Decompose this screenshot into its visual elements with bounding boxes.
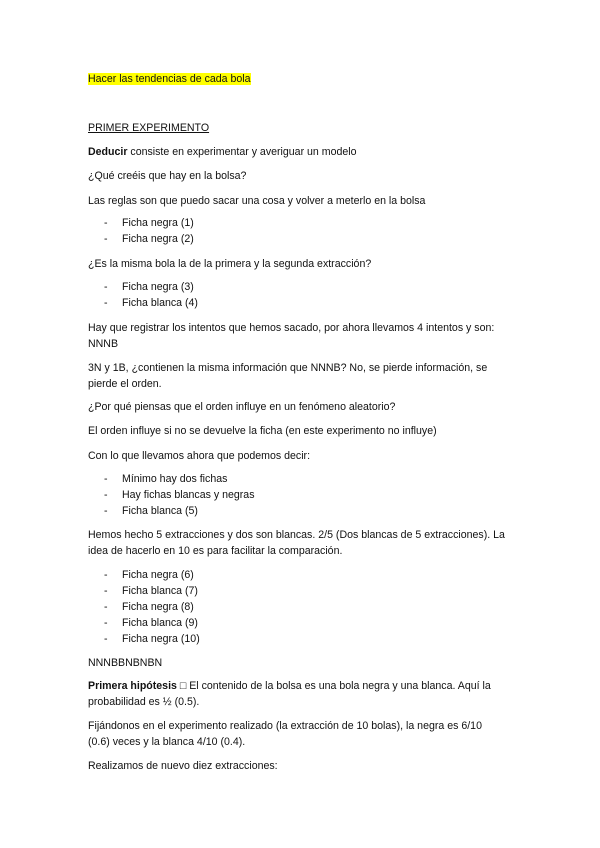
- list-item: - Hay fichas blancas y negras: [104, 489, 255, 501]
- list-item: - Ficha negra (10): [104, 633, 200, 645]
- section-heading: PRIMER EXPERIMENTO: [88, 122, 210, 134]
- dash-bullet: -: [104, 233, 108, 245]
- section-heading-line: [88, 120, 516, 136]
- list-item: - Ficha blanca (7): [104, 585, 198, 597]
- deducir-term: Deducir: [88, 146, 128, 158]
- again-paragraph: Realizamos de nuevo diez extracciones:: [88, 760, 278, 772]
- order-paragraph: El orden influye si no se devuelve la ficha (en este experimento no influye): [88, 425, 437, 437]
- record-paragraph: Hay que registrar los intentos que hemos sacado, por ahora llevamos 4 intentos y son: NNNB: [88, 322, 495, 350]
- list-item: - Mínimo hay dos fichas: [104, 473, 228, 485]
- list-item: - Ficha negra (2): [104, 233, 194, 245]
- question-order: ¿Por qué piensas que el orden influye en un fenómeno aleatorio?: [88, 401, 396, 413]
- question-same-ball: ¿Es la misma bola la de la primera y la segunda extracción?: [88, 258, 372, 270]
- highlighted-title: Hacer las tendencias de cada bola: [88, 73, 251, 85]
- dash-bullet: -: [104, 505, 108, 517]
- list-draws-6-10: [88, 567, 516, 647]
- list-item: - Ficha blanca (5): [104, 505, 198, 517]
- arrow-glyph: □: [179, 680, 187, 692]
- dash-bullet: -: [104, 585, 108, 597]
- list-item: - Ficha blanca (4): [104, 297, 198, 309]
- dash-bullet: -: [104, 617, 108, 629]
- deducir-paragraph: [88, 144, 516, 160]
- dash-bullet: -: [104, 489, 108, 501]
- list-draws-1-2: [88, 215, 516, 247]
- can-say-paragraph: Con lo que llevamos ahora que podemos decir:: [88, 450, 311, 462]
- extractions-paragraph: Hemos hecho 5 extracciones y dos son blancas. 2/5 (Dos blancas de 5 extracciones). La idea de hacerlo en 10 es para facilitar la comparación.: [88, 529, 505, 557]
- list-item: - Ficha negra (1): [104, 217, 194, 229]
- sequence-line: NNNBBNBNBN: [88, 657, 163, 669]
- deducir-definition: consiste en experimentar y averiguar un modelo: [127, 146, 357, 158]
- hypothesis-term: Primera hipótesis: [88, 680, 177, 692]
- rules-paragraph: Las reglas son que puedo sacar una cosa y volver a meterlo en la bolsa: [88, 195, 426, 207]
- dash-bullet: -: [104, 297, 108, 309]
- dash-bullet: -: [104, 473, 108, 485]
- hypothesis-paragraph: Primera hipótesis □ El contenido de la bolsa es una bola negra y una blanca. Aquí la probabilidad es ½ (0.5).: [88, 680, 491, 708]
- list-item: - Ficha negra (6): [104, 569, 194, 581]
- title-line: [88, 71, 516, 87]
- list-item: - Ficha blanca (9): [104, 617, 198, 629]
- question-bag: ¿Qué creéis que hay en la bolsa?: [88, 170, 247, 182]
- fixing-paragraph: Fijándonos en el experimento realizado (la extracción de 10 bolas), la negra es 6/10 (0.6) veces y la blanca 4/10 (0.4).: [88, 720, 482, 748]
- dash-bullet: -: [104, 281, 108, 293]
- dash-bullet: -: [104, 633, 108, 645]
- list-draws-3-4: [88, 279, 516, 311]
- list-conclusions: [88, 471, 516, 519]
- dash-bullet: -: [104, 601, 108, 613]
- dash-bullet: -: [104, 569, 108, 581]
- dash-bullet: -: [104, 217, 108, 229]
- list-item: - Ficha negra (3): [104, 281, 194, 293]
- list-item: - Ficha negra (8): [104, 601, 194, 613]
- information-paragraph: 3N y 1B, ¿contienen la misma información que NNNB? No, se pierde información, se pierde el orden.: [88, 362, 488, 390]
